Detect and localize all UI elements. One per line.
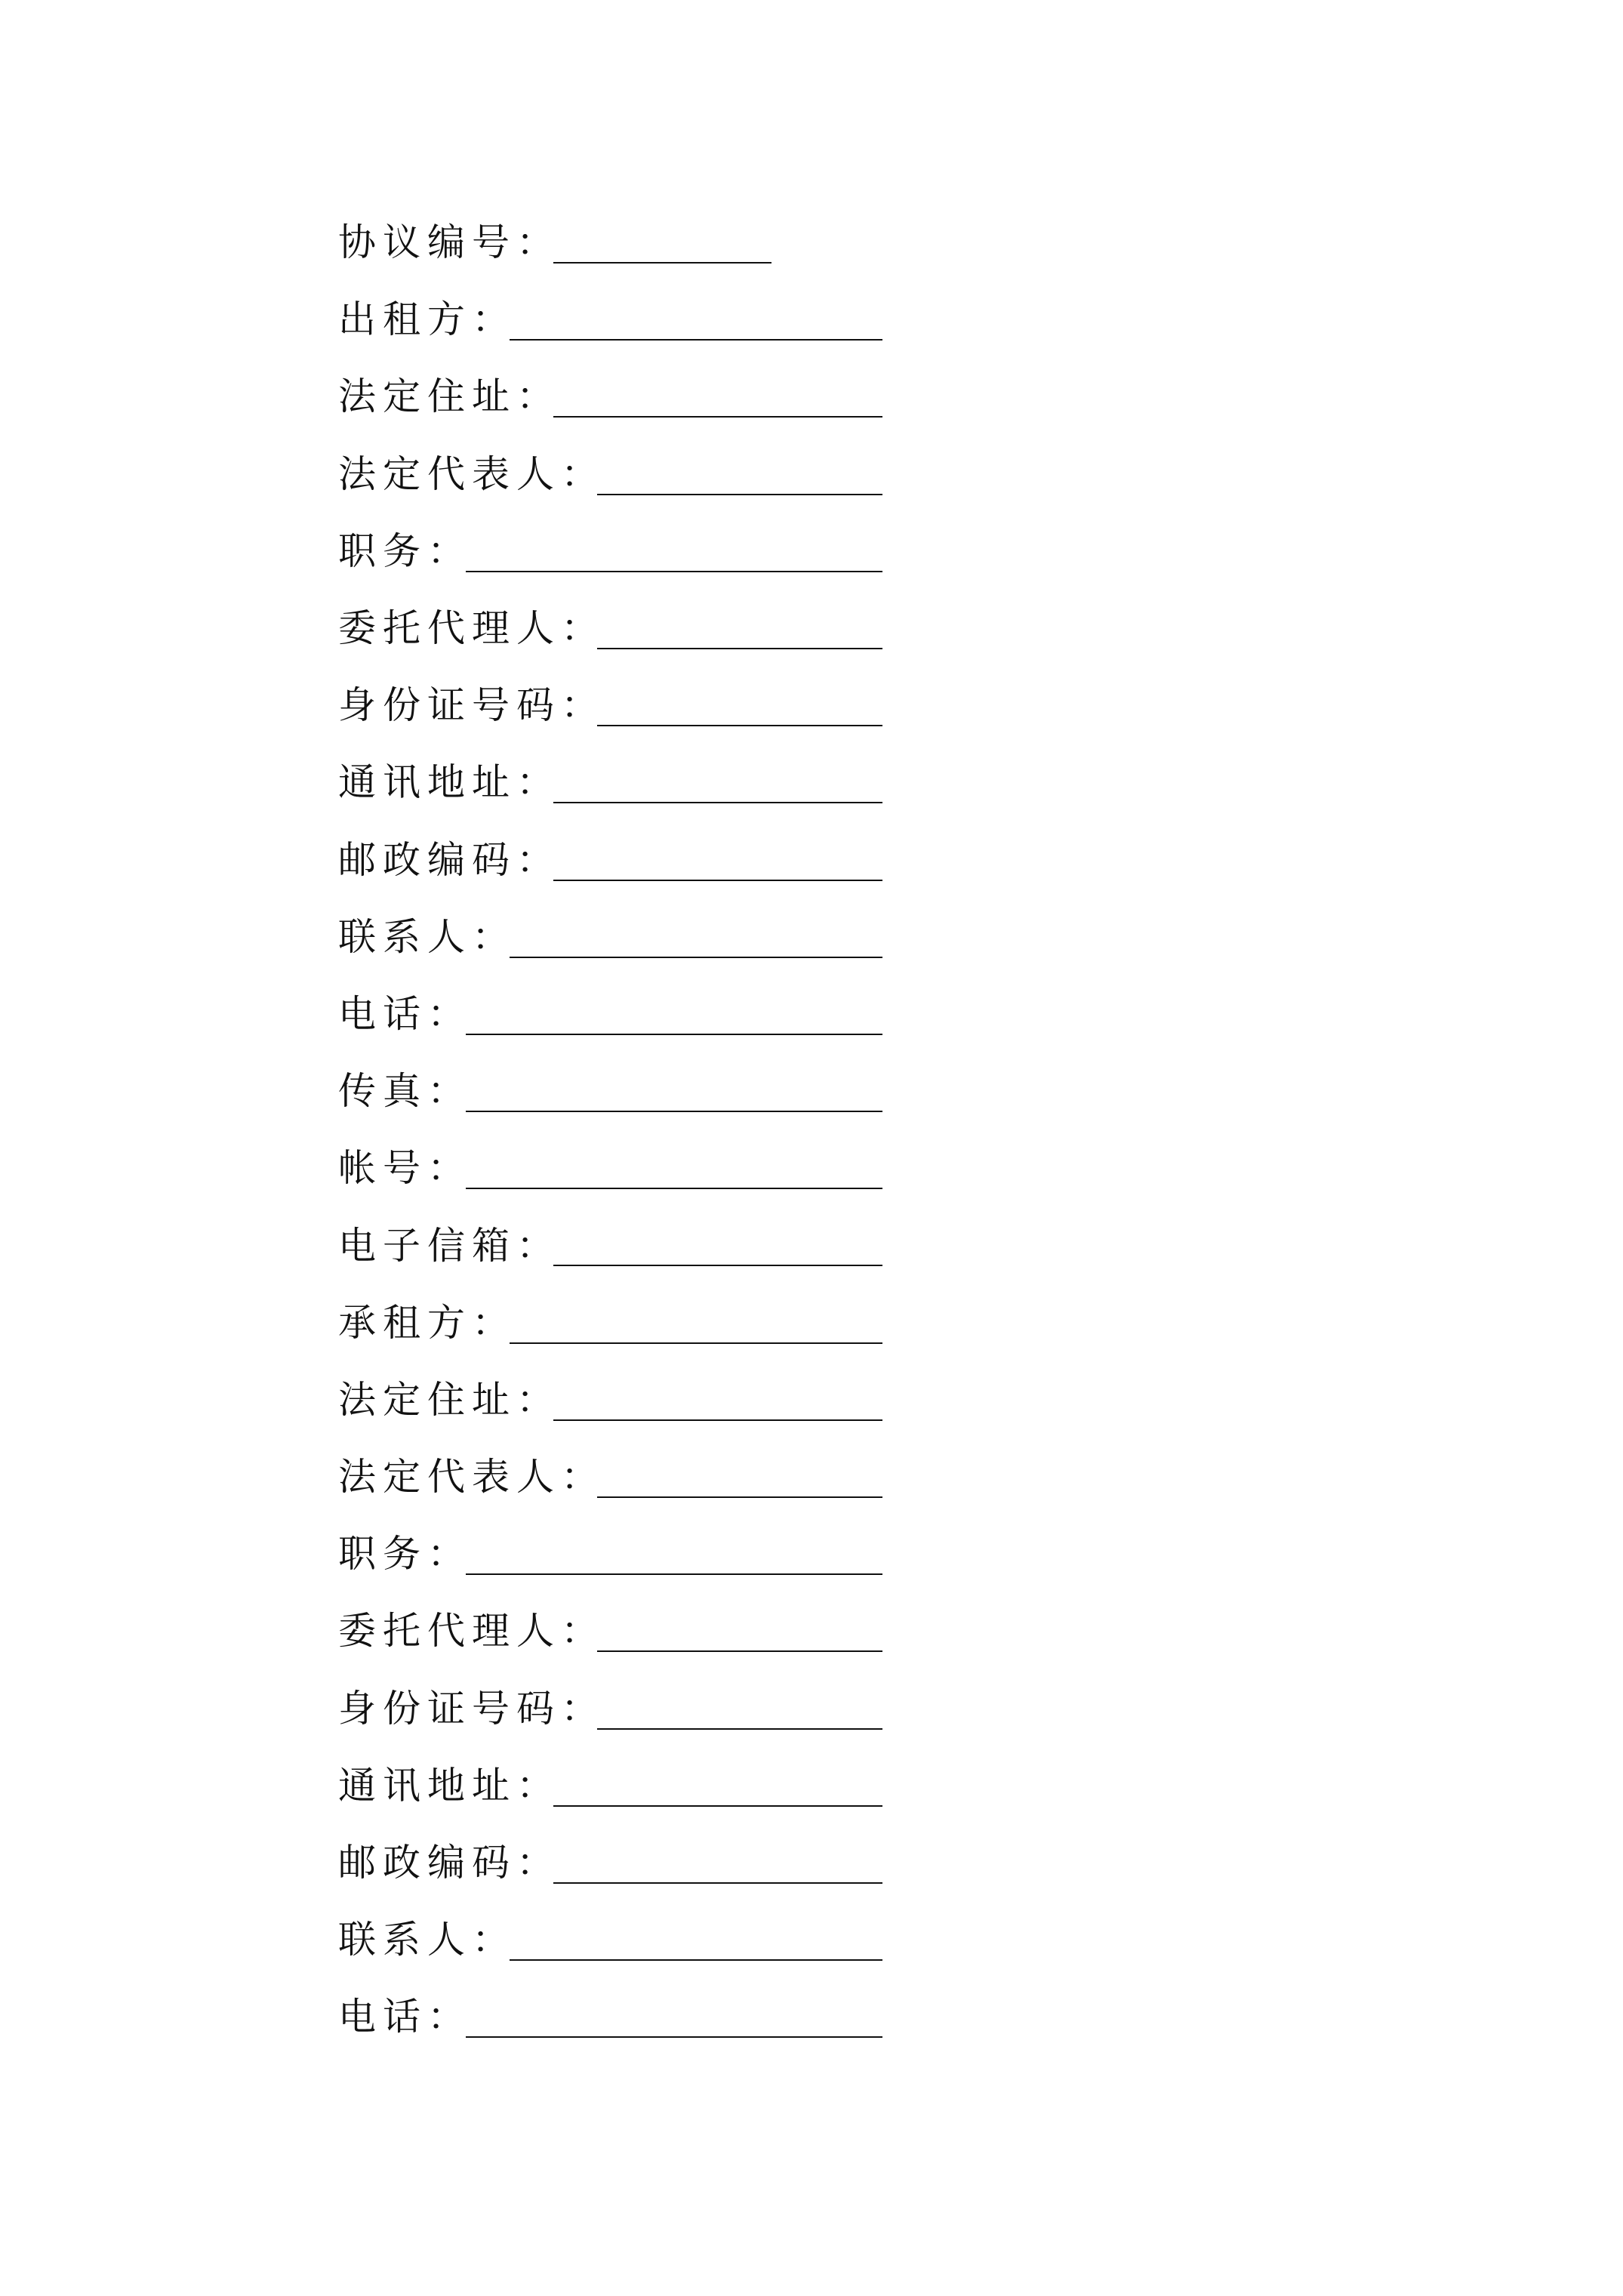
field-id-number bbox=[338, 1670, 1320, 1747]
field-agreement-number bbox=[338, 204, 1320, 281]
field-label: 电话： bbox=[338, 1995, 472, 2039]
field-label: 出租方： bbox=[338, 297, 516, 342]
fill-in-blank[interactable] bbox=[553, 262, 771, 264]
field-label: 联系人： bbox=[338, 914, 516, 959]
fill-in-blank[interactable] bbox=[597, 648, 882, 649]
fill-in-blank[interactable] bbox=[553, 880, 882, 881]
field-label: 邮政编码： bbox=[338, 837, 561, 882]
field-lessor bbox=[338, 281, 1320, 358]
field-label: 联系人： bbox=[338, 1918, 516, 1962]
field-phone bbox=[338, 975, 1320, 1052]
field-legal-representative bbox=[338, 1438, 1320, 1515]
field-label: 通讯地址： bbox=[338, 760, 561, 805]
field-id-number bbox=[338, 667, 1320, 744]
fill-in-blank[interactable] bbox=[553, 1882, 882, 1884]
field-label: 法定代表人： bbox=[338, 451, 605, 496]
fill-in-blank[interactable] bbox=[466, 1573, 882, 1575]
field-phone bbox=[338, 1978, 1320, 2055]
fill-in-blank[interactable] bbox=[597, 1496, 882, 1498]
fill-in-blank[interactable] bbox=[510, 339, 882, 341]
field-contact-person bbox=[338, 1901, 1320, 1978]
field-label: 身份证号码： bbox=[338, 683, 605, 728]
field-account bbox=[338, 1130, 1320, 1207]
fill-in-blank[interactable] bbox=[466, 1034, 882, 1035]
field-label: 电子信箱： bbox=[338, 1223, 561, 1268]
field-label: 承租方： bbox=[338, 1300, 516, 1345]
field-mailing-address bbox=[338, 744, 1320, 821]
field-contact-person bbox=[338, 898, 1320, 975]
fill-in-blank[interactable] bbox=[597, 494, 882, 495]
field-label: 委托代理人： bbox=[338, 1609, 605, 1653]
fill-in-blank[interactable] bbox=[510, 1342, 882, 1344]
field-label: 身份证号码： bbox=[338, 1686, 605, 1730]
field-lessee bbox=[338, 1284, 1320, 1361]
fill-in-blank[interactable] bbox=[466, 571, 882, 572]
field-mailing-address bbox=[338, 1747, 1320, 1824]
fill-in-blank[interactable] bbox=[510, 1959, 882, 1961]
field-label: 传真： bbox=[338, 1069, 472, 1114]
fill-in-blank[interactable] bbox=[553, 1265, 882, 1266]
fill-in-blank[interactable] bbox=[466, 1188, 882, 1189]
field-label: 职务： bbox=[338, 1532, 472, 1576]
field-label: 协议编号： bbox=[338, 220, 561, 265]
field-label: 通讯地址： bbox=[338, 1763, 561, 1808]
fill-in-blank[interactable] bbox=[553, 1419, 882, 1421]
fill-in-blank[interactable] bbox=[553, 802, 882, 803]
field-label: 职务： bbox=[338, 529, 472, 573]
fill-in-blank[interactable] bbox=[466, 1111, 882, 1112]
field-label: 法定住址： bbox=[338, 374, 561, 419]
field-postal-code bbox=[338, 821, 1320, 898]
field-authorized-agent bbox=[338, 1592, 1320, 1669]
field-label: 法定住址： bbox=[338, 1377, 561, 1422]
field-position bbox=[338, 513, 1320, 590]
fill-in-blank[interactable] bbox=[553, 416, 882, 418]
field-postal-code bbox=[338, 1824, 1320, 1901]
field-label: 法定代表人： bbox=[338, 1455, 605, 1499]
field-email bbox=[338, 1207, 1320, 1284]
fill-in-blank[interactable] bbox=[466, 2036, 882, 2038]
fill-in-blank[interactable] bbox=[553, 1805, 882, 1807]
field-authorized-agent bbox=[338, 590, 1320, 667]
fill-in-blank[interactable] bbox=[597, 1728, 882, 1730]
fill-in-blank[interactable] bbox=[597, 1650, 882, 1652]
field-legal-address bbox=[338, 358, 1320, 435]
field-legal-representative bbox=[338, 436, 1320, 513]
fill-in-blank[interactable] bbox=[597, 725, 882, 726]
field-legal-address bbox=[338, 1361, 1320, 1438]
fill-in-blank[interactable] bbox=[510, 957, 882, 958]
field-label: 邮政编码： bbox=[338, 1841, 561, 1885]
field-fax bbox=[338, 1052, 1320, 1130]
field-label: 帐号： bbox=[338, 1146, 472, 1191]
contract-form bbox=[338, 204, 1320, 2056]
field-label: 委托代理人： bbox=[338, 606, 605, 651]
field-position bbox=[338, 1515, 1320, 1592]
field-label: 电话： bbox=[338, 991, 472, 1036]
